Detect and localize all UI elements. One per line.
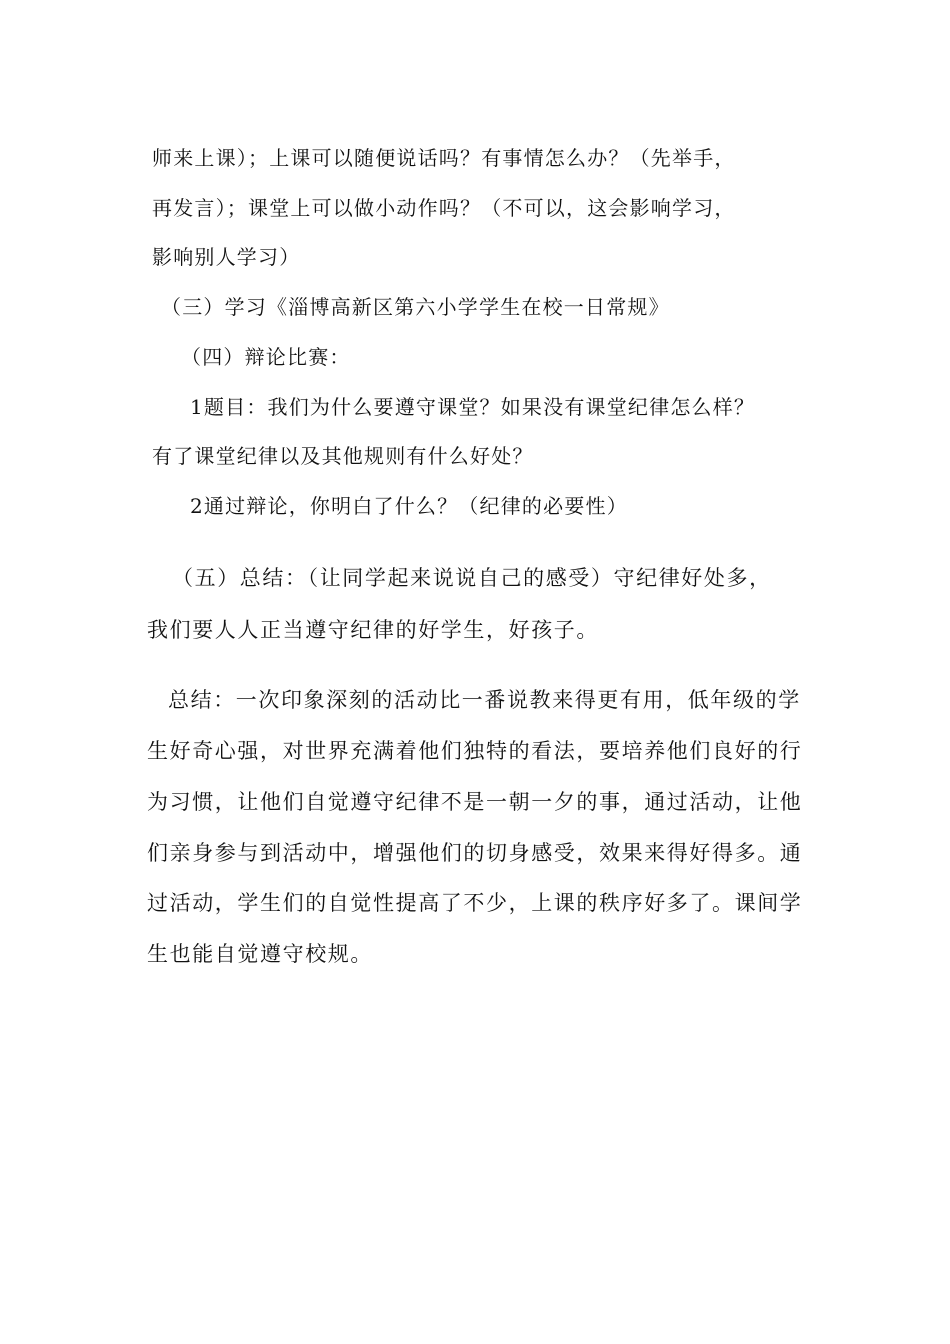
topic-2: 2通过辩论，你明白了什么？（纪律的必要性） xyxy=(190,494,628,518)
topic-1-line-2: 有了课堂纪律以及其他规则有什么好处？ xyxy=(152,444,534,468)
intro-line-1: 师来上课）；上课可以随便说话吗？有事情怎么办？（先举手， xyxy=(152,146,736,170)
summary-line-5: 过活动，学生们的自觉性提高了不少，上课的秩序好多了。课间学 xyxy=(147,891,803,915)
summary-line-1: 总结：一次印象深刻的活动比一番说教来得更有用，低年级的学 xyxy=(168,688,801,712)
section-4-heading: （四）辩论比赛： xyxy=(181,345,351,369)
summary-line-3: 为习惯，让他们自觉遵守纪律不是一朝一夕的事，通过活动，让他 xyxy=(147,790,803,814)
summary-line-6: 生也能自觉遵守校规。 xyxy=(147,942,373,966)
intro-line-3: 影响别人学习） xyxy=(152,245,301,269)
intro-line-2: 再发言）；课堂上可以做小动作吗？（不可以，这会影响学习， xyxy=(152,196,736,220)
section-5-line-2: 我们要人人正当遵守纪律的好学生，好孩子。 xyxy=(147,618,599,642)
topic-1-line-1: 1题目：我们为什么要遵守课堂？如果没有课堂纪律怎么样？ xyxy=(190,395,756,419)
section-5-line-1: （五）总结：（让同学起来说说自己的感受）守纪律好处多， xyxy=(172,566,772,590)
summary-line-4: 们亲身参与到活动中，增强他们的切身感受，效果来得好得多。通 xyxy=(147,841,803,865)
section-3-heading: （三）学习《淄博高新区第六小学学生在校一日常规》 xyxy=(161,295,670,319)
summary-line-2: 生好奇心强，对世界充满着他们独特的看法，要培养他们良好的行 xyxy=(147,739,803,763)
